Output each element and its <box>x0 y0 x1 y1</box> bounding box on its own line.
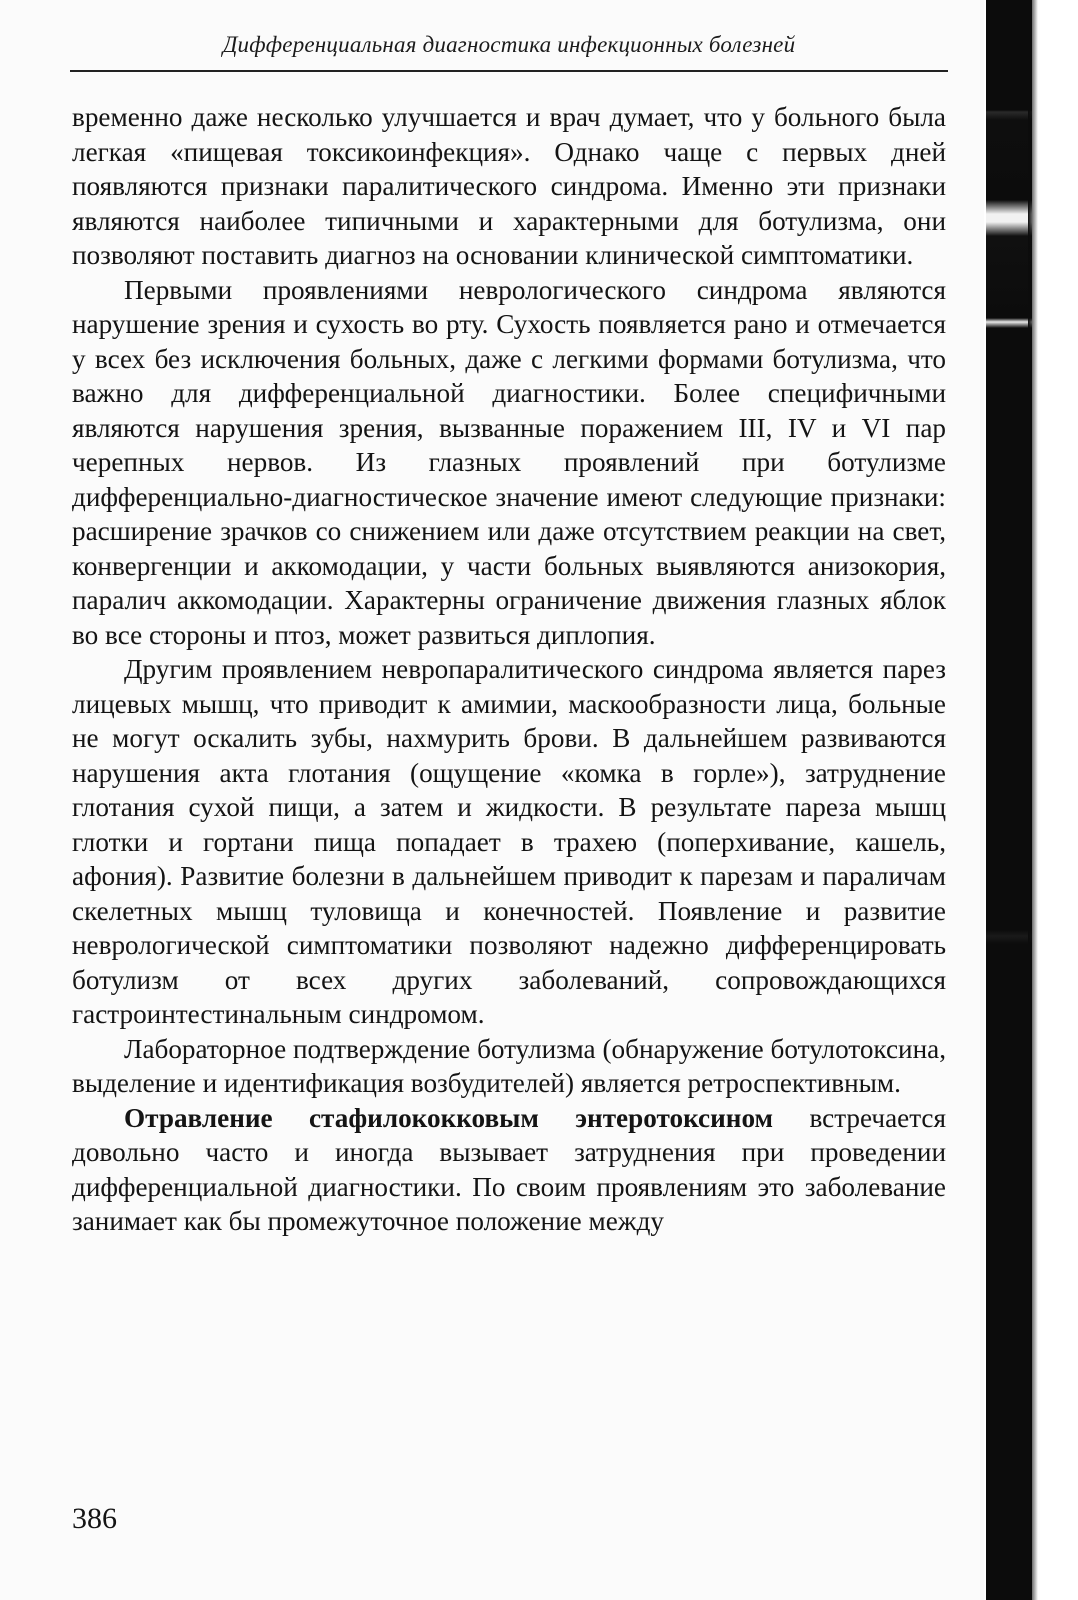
paragraph-1: временно даже несколько улучшается и врач думает, что у больного была легкая «пищевая токсикоинфекция». Однако чаще с первых дней появляются признаки паралитического синдрома. Именно эти признаки являются наиболее типичными и характерными для ботулизма, они позволяют поставить диагноз на основании клинической симптоматики. <box>72 102 946 270</box>
paragraph-5-text: встречается довольно часто и иногда вызывает затруднения при проведении дифференциальной диагностики. По своим проявлениям это заболевание занимает как бы промежуточное положение между <box>72 1102 946 1236</box>
body-text <box>72 100 946 1239</box>
paragraph-5 <box>72 1101 946 1239</box>
paragraph-4: Лабораторное подтверждение ботулизма (обнаружение ботулотоксина, выделение и идентификация возбудителей) является ретроспективным. <box>72 1033 946 1098</box>
paragraph-3: Другим проявлением невропаралитического синдрома является парез лицевых мышц, что приводит к амимии, маскообразности лица, больные не могут оскалить зубы, нахмурить брови. В дальнейшем развиваются нарушения акта глотания (ощущение «комка в горле»), затруднение глотания сухой пищи, а затем и жидкости. В результате пареза мышц глотки и гортани пища попадает в трахею (поперхивание, кашель, афония). Развитие болезни в дальнейшем приводит к парезам и параличам скелетных мышц туловища и конечностей. Появление и развитие неврологической симптоматики позволяют надежно дифференцировать ботулизм от всех других заболеваний, сопровождающихся гастроинтестинальным синдромом. <box>72 654 946 1029</box>
scan-binding-shadow <box>986 0 1032 1600</box>
page-number: 386 <box>72 1502 117 1535</box>
paragraph-2: Первыми проявлениями неврологического синдрома являются нарушение зрения и сухость во рту. Сухость появляется рано и отмечается у всех без исключения больных, даже с легкими формами ботулизма, что важно для дифференциальной диагностики. Более специфичными являются нарушения зрения, вызванные поражением III, IV и VI пар черепных нервов. Из глазных проявлений при ботулизме дифференциально-диагностическое значение имеют следующие признаки: расширение зрачков со снижением или даже отсутствием реакции на свет, конвергенции и аккомодации, у части больных выявляются анизокория, паралич аккомодации. Характерны ограничение движения глазных яблок во все стороны и птоз, может развиться диплопия. <box>72 274 946 650</box>
section-lead-term: Отравление стафилококковым энтеротоксином <box>124 1102 774 1133</box>
header-divider <box>70 70 948 72</box>
running-header: Дифференциальная диагностика инфекционных болезней <box>222 32 796 57</box>
scan-binding-fade <box>1028 0 1038 1600</box>
